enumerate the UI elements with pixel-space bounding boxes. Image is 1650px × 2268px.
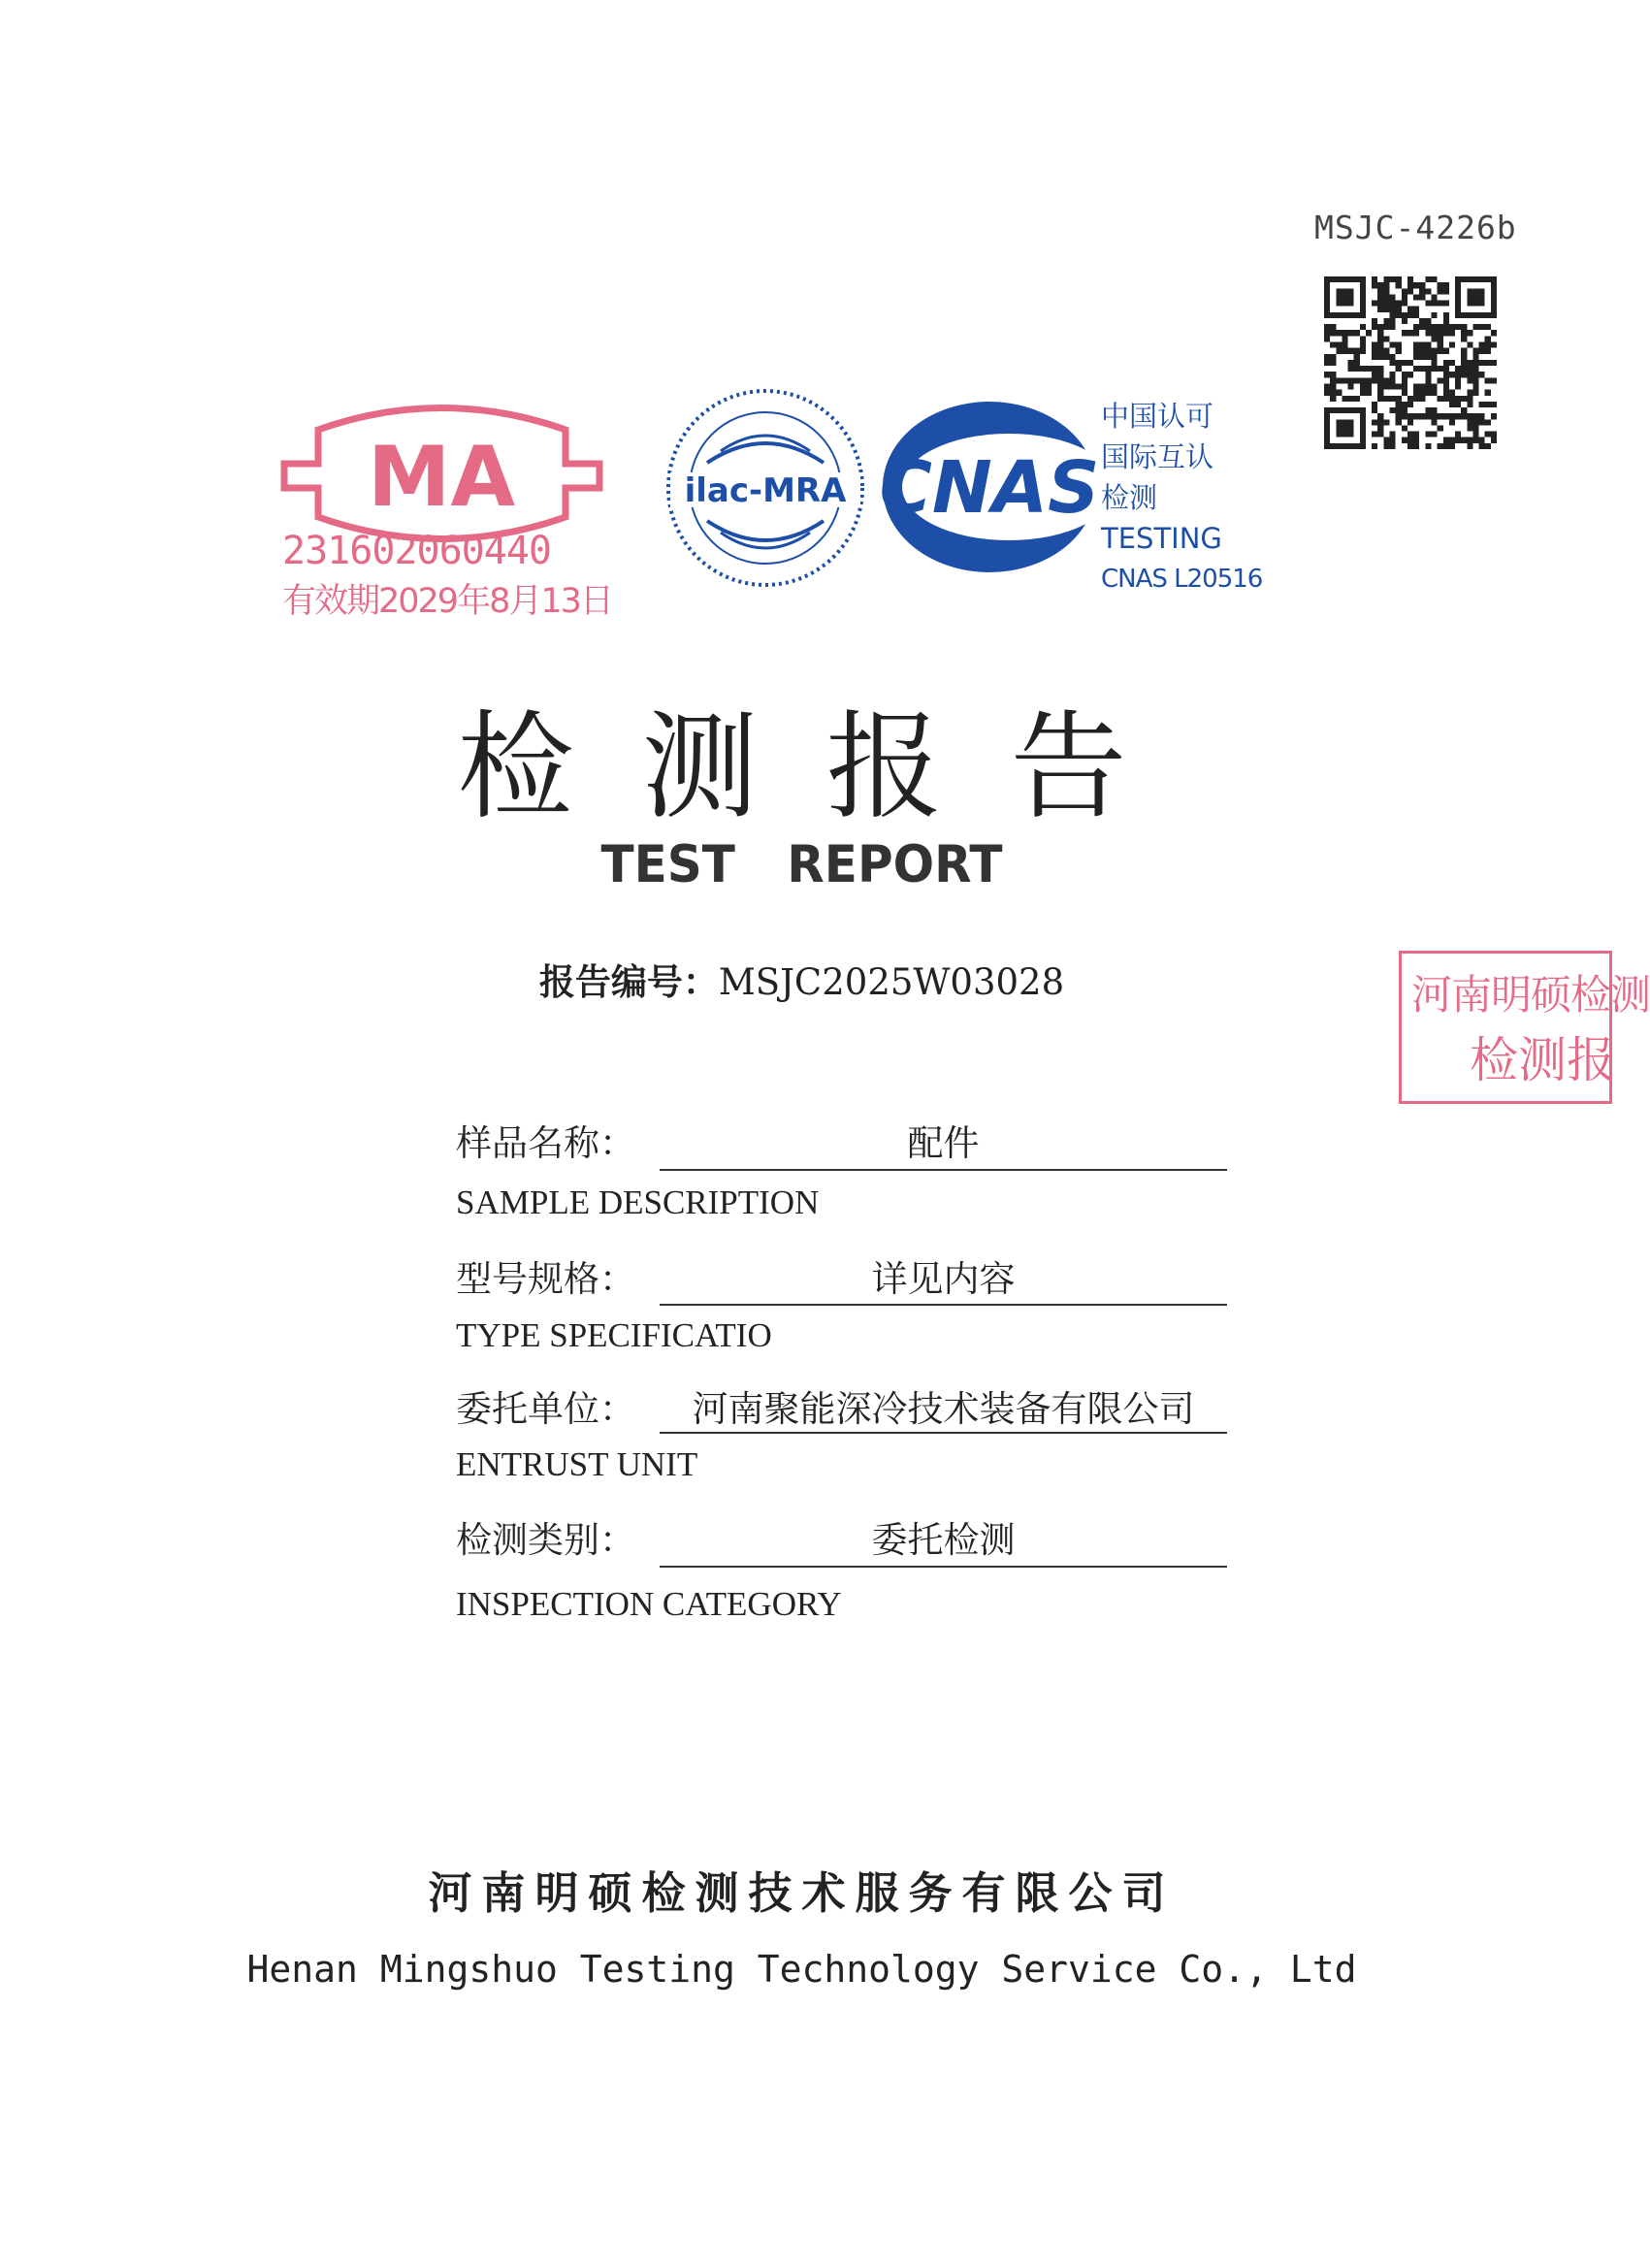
company-name-cn: 河南明硕检测技术服务有限公司 (428, 1867, 1176, 1919)
report-number-value: MSJC2025W03028 (718, 961, 1065, 1003)
ilac-logo-text: ilac-MRA (684, 471, 847, 510)
report-title-en: TEST REPORT (600, 834, 1003, 894)
company-seal-line-2: 检测报 (1470, 1032, 1615, 1088)
cnas-line-2: 国际互认 (1101, 440, 1214, 473)
field-label-cn-type: 型号规格： (456, 1258, 635, 1300)
field-underline (660, 1432, 1227, 1434)
qr-code (1324, 276, 1497, 449)
field-label-cn-category: 检测类别： (456, 1519, 635, 1561)
report-number (0, 953, 1603, 1005)
field-label-en-type: TYPE SPECIFICATIO (456, 1316, 772, 1354)
ilac-mra-logo (663, 385, 868, 591)
cma-validity: 有效期2029年8月13日 (282, 582, 612, 621)
company-seal-line-1: 河南明硕检测 (1411, 971, 1650, 1019)
cma-logo-text: MA (367, 429, 516, 526)
cnas-line-3: 检测 (1101, 481, 1158, 514)
field-value-type: 详见内容 (871, 1258, 1016, 1300)
field-label-cn-sample: 样品名称： (456, 1122, 635, 1164)
cnas-line-4: TESTING (1101, 522, 1222, 555)
document-code: MSJC-4226b (1314, 209, 1517, 246)
field-label-cn-entrust: 委托单位： (456, 1388, 635, 1430)
cma-number: 231602060440 (282, 529, 551, 573)
report-number-label: 报告编号： (538, 961, 719, 1003)
field-label-en-sample: SAMPLE DESCRIPTION (456, 1183, 820, 1221)
report-title-cn: 检测报告 (457, 700, 1195, 835)
field-label-en-category: INSPECTION CATEGORY (456, 1585, 842, 1623)
field-underline (660, 1566, 1227, 1568)
cnas-line-1: 中国认可 (1101, 400, 1214, 433)
cnas-logo-text: CNAS (879, 446, 1100, 530)
field-value-sample: 配件 (907, 1122, 980, 1164)
field-label-en-entrust: ENTRUST UNIT (456, 1445, 698, 1483)
cnas-line-5: CNAS L20516 (1101, 565, 1263, 594)
field-value-entrust: 河南聚能深冷技术装备有限公司 (692, 1388, 1195, 1430)
field-value-category: 委托检测 (871, 1519, 1016, 1561)
company-name-en: Henan Mingshuo Testing Technology Service Co., Ltd (246, 1948, 1357, 1991)
cnas-logo (873, 398, 1106, 577)
field-underline (660, 1304, 1227, 1306)
cnas-accreditation-text (1101, 396, 1262, 599)
field-underline (660, 1169, 1227, 1171)
